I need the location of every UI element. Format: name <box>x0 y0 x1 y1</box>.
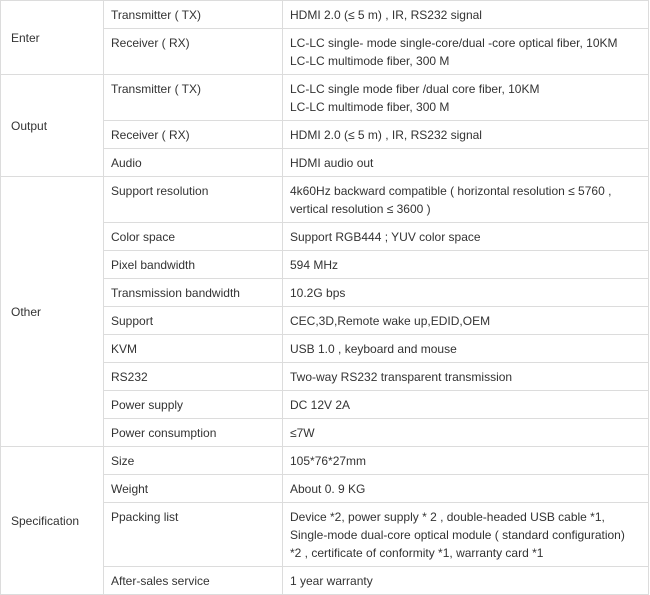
param-name: Transmitter ( TX) <box>104 1 283 29</box>
param-name: RS232 <box>104 363 283 391</box>
param-value <box>283 391 649 419</box>
param-name: Power supply <box>104 391 283 419</box>
param-value <box>283 223 649 251</box>
param-name: Ppacking list <box>104 503 283 567</box>
param-value <box>283 1 649 29</box>
value-line: LC-LC single mode fiber /dual core fiber, 10KM <box>290 82 540 96</box>
group-label: Specification <box>1 447 104 595</box>
param-name: Transmitter ( TX) <box>104 75 283 121</box>
value-line: *2 , certificate of conformity *1, warranty card *1 <box>290 546 544 560</box>
value-line: HDMI audio out <box>290 156 374 170</box>
value-line: 594 MHz <box>290 258 339 272</box>
param-name: Weight <box>104 475 283 503</box>
table-row <box>1 1 649 29</box>
param-name: Color space <box>104 223 283 251</box>
param-name: Support <box>104 307 283 335</box>
value-line: USB 1.0 , keyboard and mouse <box>290 342 457 356</box>
group-label: Output <box>1 75 104 177</box>
param-value <box>283 121 649 149</box>
param-value <box>283 475 649 503</box>
value-line: LC-LC multimode fiber, 300 M <box>290 54 450 68</box>
value-line: ≤7W <box>290 426 315 440</box>
spec-table-body <box>1 1 649 595</box>
param-name: Size <box>104 447 283 475</box>
param-value <box>283 363 649 391</box>
value-line: Single-mode dual-core optical module ( standard configuration) <box>290 528 625 542</box>
param-value <box>283 251 649 279</box>
param-value <box>283 567 649 595</box>
value-line: LC-LC single- mode single-core/dual -core optical fiber, 10KM <box>290 36 618 50</box>
group-label: Enter <box>1 1 104 75</box>
value-line: 105*76*27mm <box>290 454 367 468</box>
table-row <box>1 447 649 475</box>
param-name: After-sales service <box>104 567 283 595</box>
param-name: Transmission bandwidth <box>104 279 283 307</box>
value-line: 10.2G bps <box>290 286 346 300</box>
value-line: DC 12V 2A <box>290 398 351 412</box>
value-line: HDMI 2.0 (≤ 5 m) , IR, RS232 signal <box>290 8 482 22</box>
value-line: Two-way RS232 transparent transmission <box>290 370 513 384</box>
param-value <box>283 307 649 335</box>
param-name: KVM <box>104 335 283 363</box>
param-name: Power consumption <box>104 419 283 447</box>
value-line: vertical resolution ≤ 3600 ) <box>290 202 431 216</box>
param-value <box>283 75 649 121</box>
value-line: LC-LC multimode fiber, 300 M <box>290 100 450 114</box>
value-line: CEC,3D,Remote wake up,EDID,OEM <box>290 314 491 328</box>
param-name: Receiver ( RX) <box>104 121 283 149</box>
param-value <box>283 335 649 363</box>
param-value <box>283 29 649 75</box>
group-label: Other <box>1 177 104 447</box>
param-name: Support resolution <box>104 177 283 223</box>
table-row <box>1 75 649 121</box>
param-name: Audio <box>104 149 283 177</box>
table-row <box>1 177 649 223</box>
param-value <box>283 149 649 177</box>
param-value <box>283 419 649 447</box>
value-line: Support RGB444 ; YUV color space <box>290 230 481 244</box>
param-value <box>283 177 649 223</box>
value-line: 4k60Hz backward compatible ( horizontal resolution ≤ 5760 , <box>290 184 612 198</box>
value-line: Device *2, power supply * 2 , double-headed USB cable *1, <box>290 510 605 524</box>
param-value <box>283 447 649 475</box>
value-line: About 0. 9 KG <box>290 482 366 496</box>
value-line: 1 year warranty <box>290 574 373 588</box>
value-line: HDMI 2.0 (≤ 5 m) , IR, RS232 signal <box>290 128 482 142</box>
param-value <box>283 279 649 307</box>
param-name: Receiver ( RX) <box>104 29 283 75</box>
param-name: Pixel bandwidth <box>104 251 283 279</box>
param-value <box>283 503 649 567</box>
